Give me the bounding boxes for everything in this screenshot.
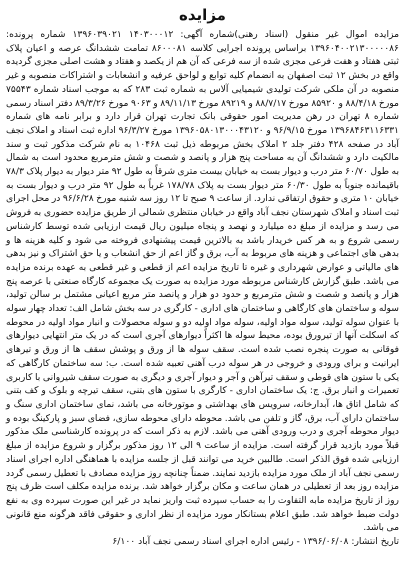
notice-ending: تاریخ انتشار: ۱۳۹۶/۰۶/۰۸ - رئیس اداره اجرای اسناد رسمی نجف آباد ۶/۱۰۰ bbox=[112, 536, 399, 548]
notice-title: مزایده bbox=[179, 6, 226, 24]
notice-body: مزایده اموال غیر منقول (اسناد رهنی)شماره آگهی: ۱۴۰۳۰۰۰۱۲ ۱۳۹۶۰۳۹۰۲۱ شماره پرونده: ۱۳۹۶۰۴۰۰۲۱۳۰۰۰۰۰۸۶ براساس پرونده اجرایی کلاسه ۸۶۰۰۰۸۱ تمامت ششدانگ عرصه و اعیان پلاک ثبتی هفتاد و هفت فرعی مجزی شده از سه فرعی که آن هم از یکصد و هفتاد و هشت اصلی مجزی گردیده واقع در بخش ۱۲ ثبت اصفهان به انضمام کلیه توابع و لواحق عرفیه و انشعابات و اشتراکات منصوبه و غیر منصوبه در آن ملکی شرکت تولیدی شیمیایی آلاس به شماره ثبت ۲۸۳ که به موجب اسناد شماره ۷۵۵۴۳ مورخ ۸۸/۴/۱۸ و ۸۵۹۲۰ مورخ ۸۸/۷/۱۷ و ۸۹۲۱۹ مورخ ۸۹/۱۱/۱۳ و ۹۰۶۳ مورخ ۸۹/۳/۲۶ دفتر اسناد رسمی شماره ۸ تهران در رهن مدیریت امور حقوقی بانک تجارت تهران قرار دارد و برابر نامه های شماره ۱۳۹۶۸۴۶۳۱۱۶۳۳۱ مورخ ۹۶/۹/۱۵ و ۱۳۹۶۰۵۸۰۱۳۰۰۰۴۳۱۲۰ مورخ ۹۶/۳/۲۷ اداره ثبت اسناد و املاک نجف آباد در صفحه ۴۲۸ دفتر جلد ۲ املاک بخش مربوطه ذیل ثبت ۱۰۴۶۸ به نام شرکت مذکور ثبت و سند مالکیت دارد و ششدانگ آن به مساحت پنج هزار و پانصد و شصت و شش مترمربع محدود است به شمال به طول ۶۰/۷۰ متر درب و دیوار بست به خیابان بیست متری شرقاً به طول ۹۲ متر دیوار به دیوار پلاک ۷۸/۳ باقیمانده جنوباً به طول ۶۰/۳۰ متر دیوار بست به پلاک ۱۷۸/۷۸ غرباً به طول ۹۲ متر درب و دیوار بست به خیابان ۱۰ متری و حقوق ارتفاقی ندارد. از ساعت ۹ صبح تا ۱۲ روز سه شنبه مورخ ۹۶/۶/۲۸ در محل اجرای ثبت اسناد و املاک شهرستان نجف آباد واقع در خیابان منتظری شمالی از طریق مزایده حضوری به فروش می رسد و مزایده از مبلغ ده میلیارد و نهصد و پنجاه میلیون ریال قیمت ارزیابی شده توسط کارشناس رسمی شروع و به هر کس خریدار باشد به بالاترین قیمت پیشنهادی فروخته می شود و کلیه هزینه ها و بدهی های اجتماعی و هزینه های مربوط به آب، برق و گاز اعم از حق انشعاب و یا حق اشتراک و نیز بدهی های مالیاتی و عوارض شهرداری و غیره تا تاریخ مزایده اعم از قطعی و غیر قطعی به عهده برنده مزایده می باشد. طبق گزارش کارشناس مربوطه مورد مزایده به صورت یک مجموعه کارگاه صنعتی با عرصه پنج هزار و پانصد و شصت و شش مترمربع و حدود دو هزار و پانصد متر مربع اعیانی مشتمل بر سالن تولید، سوله و ساختمان های کارگاهی و ساختمان های اداری - کارگری در سه بخش شامل الف: تعداد چهار سوله با عنوان سوله تولید، سوله مواد اولیه، سوله مواد اولیه دو و سوله محصولات و انبار مواد اولیه در محوطه که اسکلت آنها از تیرورق بوده، محیط سوله ها اکثراً دیوارهای آجری است که در یک متر انتهایی دیوارهای فوقانی به صورت پنجره نصب شده است. سقف سوله ها از ورق و پوشش سقف ها از ورق و تیرهای ایرانیت و برای ورودی و خروجی در هر سوله درب آهنی تعبیه شده است. ب: سه ساختمان کارگاهی که یکی با ستون های قوطی و سقف تیرآهن و آجر و دیوار آجری و دیگری به صورت سقف شیروانی با کاربری تعمیرات و انبار برق. ج: یک ساختمان اداری - کارگری با ستون های بتنی، سقف تیرچه و بلوک و کف بتنی که شامل اتاق ها، آبدارخانه، سرویس های بهداشتی و موتورخانه می باشد، نمای ساختمان اداری سنگ و ساختمان دارای آب، برق، گاز و تلفن می باشد. محوطه دارای محوطه سازی، فضای سبز و پارکینگ بوده و دیوار محوطه آجری و درب ورودی آهنی می باشد. لازم به ذکر است که در پرونده کارشناسی ملک مذکور قبلاً مورد بازدید قرار گرفته است. مزایده از ساعت ۹ الی ۱۲ روز مذکور برگزار و شروع مزایده از مبلغ ارزیابی شده فوق الذکر است. طالبین خرید می توانند قبل از جلسه مزایده با هماهنگی اداره اجرای اسناد رسمی نجف آباد از ملک مورد مزایده بازدید نمایند. ضمناً چنانچه روز مزایده مصادف با تعطیل رسمی گردد مزایده روز بعد از تعطیلی در همان ساعت و مکان برگزار خواهد شد. برنده مزایده مکلف است ظرف پنج روز از تاریخ مزایده مابه التفاوت را به حساب سپرده ثبت واریز نماید در غیر این صورت سپرده وی به نفع دولت ضبط خواهد شد. طبق اعلام بستانکار مورد مزایده از نظر اداری و حقوقی فاقد هرگونه منع قانونی می باشد. bbox=[5, 29, 399, 534]
